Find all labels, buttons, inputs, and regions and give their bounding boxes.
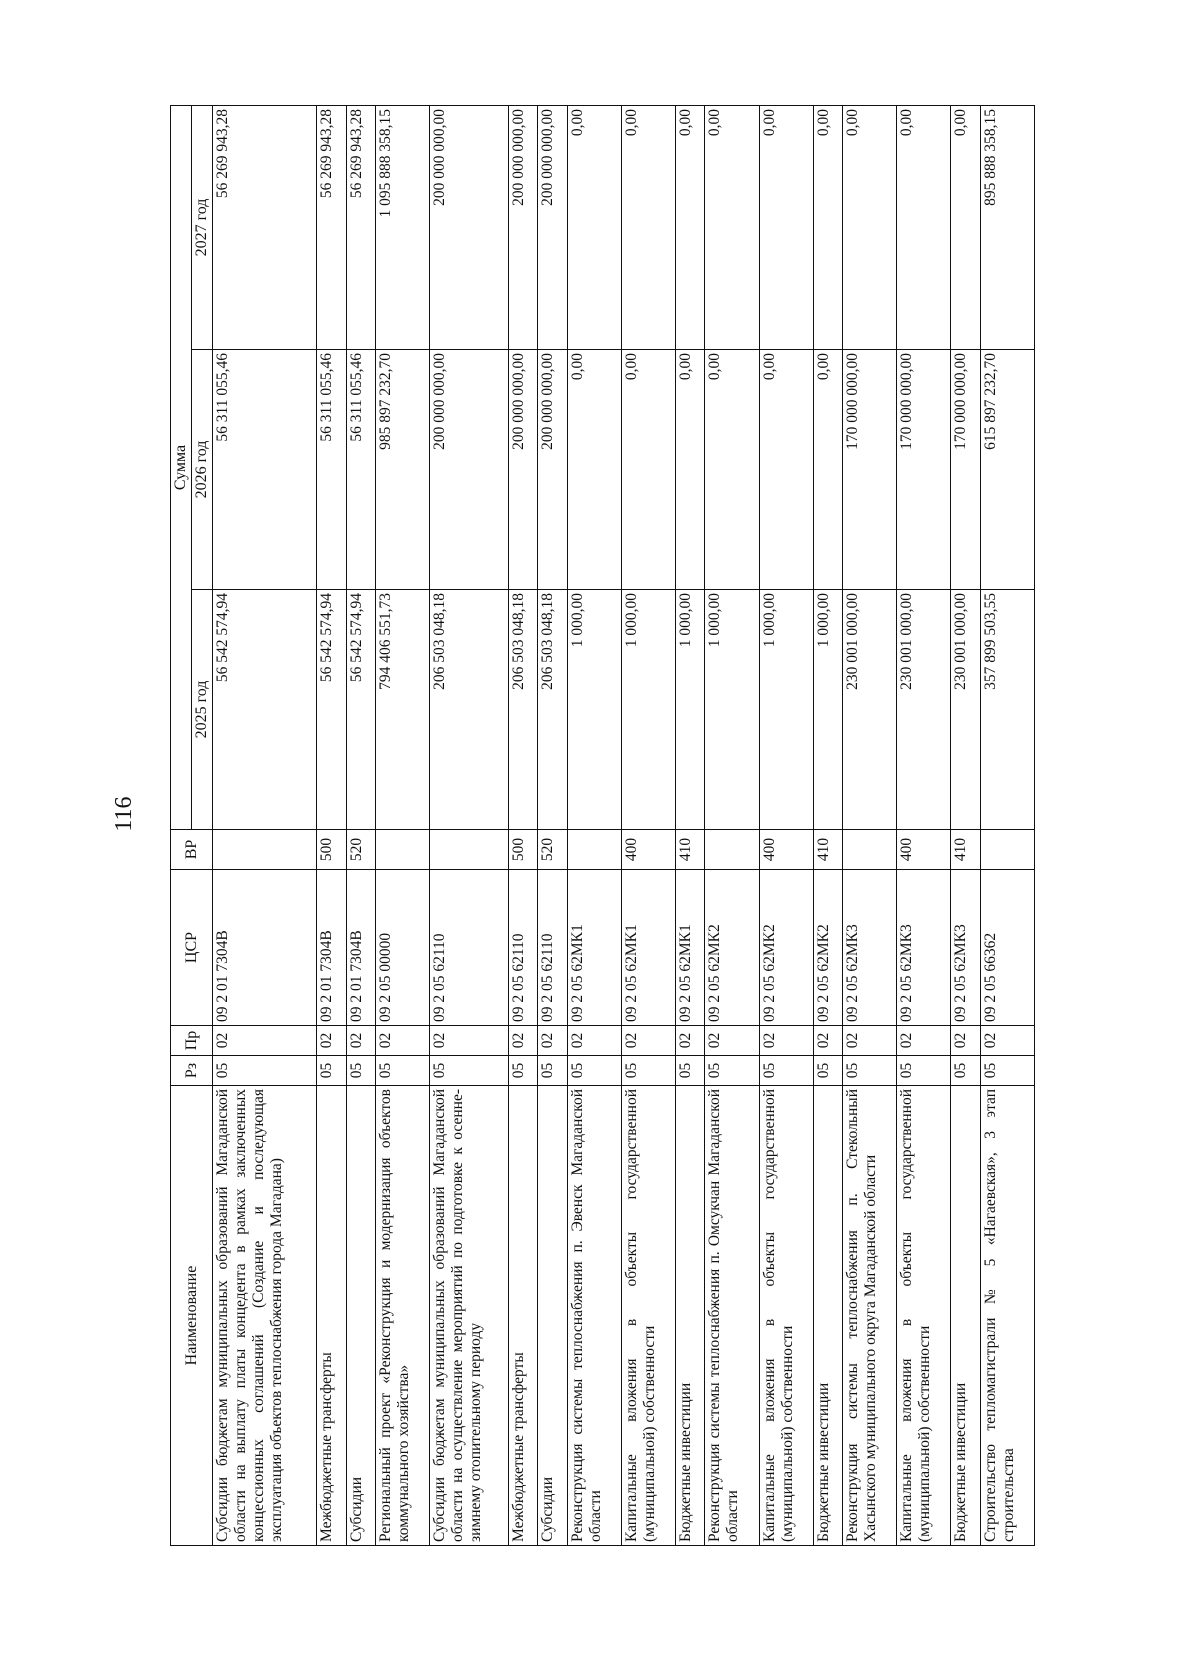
cell-name: Межбюджетные трансферты — [317, 1086, 346, 1546]
cell-pr: 02 — [621, 1026, 675, 1056]
cell-vr: 520 — [538, 830, 567, 870]
cell-csr: 09 2 05 62МК2 — [813, 870, 842, 1026]
cell-rz: 05 — [842, 1056, 896, 1086]
cell-pr: 02 — [213, 1026, 317, 1056]
cell-rz: 05 — [375, 1056, 429, 1086]
table-row — [317, 106, 346, 1546]
cell-2025: 357 899 503,55 — [980, 590, 1034, 830]
cell-2025: 1 000,00 — [567, 590, 621, 830]
header-pr: Пр — [171, 1026, 213, 1056]
cell-csr: 09 2 05 62МК3 — [897, 870, 951, 1026]
cell-rz: 05 — [538, 1056, 567, 1086]
table-row — [951, 106, 980, 1546]
cell-2026: 200 000 000,00 — [429, 350, 508, 590]
cell-2026: 615 897 232,70 — [980, 350, 1034, 590]
table-row — [813, 106, 842, 1546]
cell-2026: 170 000 000,00 — [897, 350, 951, 590]
cell-pr: 02 — [429, 1026, 508, 1056]
cell-csr: 09 2 05 66362 — [980, 870, 1034, 1026]
table-row — [676, 106, 705, 1546]
cell-vr: 400 — [759, 830, 813, 870]
cell-rz: 05 — [567, 1056, 621, 1086]
cell-rz: 05 — [759, 1056, 813, 1086]
cell-rz: 05 — [951, 1056, 980, 1086]
cell-2025: 56 542 574,94 — [346, 590, 375, 830]
cell-vr — [980, 830, 1034, 870]
cell-rz: 05 — [317, 1056, 346, 1086]
cell-vr: 520 — [346, 830, 375, 870]
cell-name: Строительство тепломагистрали № 5 «Нагаевская», 3 этап строительства — [980, 1086, 1034, 1546]
table-row — [429, 106, 508, 1546]
cell-2026: 170 000 000,00 — [842, 350, 896, 590]
cell-2027: 0,00 — [813, 106, 842, 350]
cell-2025: 230 001 000,00 — [842, 590, 896, 830]
page-number: 116 — [111, 796, 137, 832]
cell-csr: 09 2 01 7304В — [213, 870, 317, 1026]
cell-name: Региональный проект «Реконструкция и модернизация объектов коммунального хозяйства» — [375, 1086, 429, 1546]
cell-2027: 200 000 000,00 — [538, 106, 567, 350]
cell-2027: 0,00 — [705, 106, 759, 350]
cell-2027: 200 000 000,00 — [429, 106, 508, 350]
cell-vr — [842, 830, 896, 870]
cell-rz: 05 — [346, 1056, 375, 1086]
table-row — [346, 106, 375, 1546]
cell-vr — [213, 830, 317, 870]
table-row — [897, 106, 951, 1546]
cell-pr: 02 — [375, 1026, 429, 1056]
cell-pr: 02 — [509, 1026, 538, 1056]
cell-rz: 05 — [980, 1056, 1034, 1086]
cell-vr: 500 — [509, 830, 538, 870]
cell-csr: 09 2 05 62110 — [509, 870, 538, 1026]
header-row — [171, 106, 192, 1546]
cell-2025: 1 000,00 — [759, 590, 813, 830]
cell-csr: 09 2 05 62110 — [538, 870, 567, 1026]
cell-rz: 05 — [621, 1056, 675, 1086]
cell-2026: 0,00 — [705, 350, 759, 590]
cell-vr: 410 — [813, 830, 842, 870]
cell-name: Капитальные вложения в объекты государственной (муниципальной) собственности — [621, 1086, 675, 1546]
cell-2025: 1 000,00 — [705, 590, 759, 830]
cell-csr: 09 2 01 7304В — [317, 870, 346, 1026]
cell-pr: 02 — [538, 1026, 567, 1056]
cell-2027: 0,00 — [621, 106, 675, 350]
cell-pr: 02 — [759, 1026, 813, 1056]
cell-pr: 02 — [980, 1026, 1034, 1056]
cell-vr — [429, 830, 508, 870]
cell-csr: 09 2 01 7304В — [346, 870, 375, 1026]
cell-rz: 05 — [429, 1056, 508, 1086]
cell-csr: 09 2 05 62МК1 — [567, 870, 621, 1026]
cell-vr — [705, 830, 759, 870]
table-row — [213, 106, 317, 1546]
header-2025: 2025 год — [192, 590, 213, 830]
cell-pr: 02 — [842, 1026, 896, 1056]
cell-2026: 0,00 — [567, 350, 621, 590]
cell-2026: 200 000 000,00 — [538, 350, 567, 590]
cell-vr: 400 — [621, 830, 675, 870]
cell-vr: 410 — [676, 830, 705, 870]
cell-2027: 56 269 943,28 — [346, 106, 375, 350]
cell-2026: 170 000 000,00 — [951, 350, 980, 590]
cell-vr — [375, 830, 429, 870]
cell-2026: 985 897 232,70 — [375, 350, 429, 590]
cell-csr: 09 2 05 62МК2 — [705, 870, 759, 1026]
table-row — [375, 106, 429, 1546]
cell-2027: 1 095 888 358,15 — [375, 106, 429, 350]
cell-pr: 02 — [705, 1026, 759, 1056]
cell-2026: 0,00 — [759, 350, 813, 590]
cell-2027: 56 269 943,28 — [317, 106, 346, 350]
cell-pr: 02 — [897, 1026, 951, 1056]
table-row — [842, 106, 896, 1546]
cell-rz: 05 — [813, 1056, 842, 1086]
rotated-table-wrapper — [170, 106, 1035, 1546]
cell-rz: 05 — [509, 1056, 538, 1086]
header-vr: ВР — [171, 830, 213, 870]
header-rz: Рз — [171, 1056, 213, 1086]
cell-name: Субсидии бюджетам муниципальных образований Магаданской области на осуществление мероприятий по подготовке к осенне-зимнему отопительному периоду — [429, 1086, 508, 1546]
cell-vr: 410 — [951, 830, 980, 870]
cell-2025: 56 542 574,94 — [213, 590, 317, 830]
cell-2025: 230 001 000,00 — [951, 590, 980, 830]
cell-2026: 56 311 055,46 — [346, 350, 375, 590]
cell-pr: 02 — [567, 1026, 621, 1056]
cell-name: Субсидии — [346, 1086, 375, 1546]
cell-name: Бюджетные инвестиции — [676, 1086, 705, 1546]
table-row — [509, 106, 538, 1546]
cell-2025: 56 542 574,94 — [317, 590, 346, 830]
cell-name: Реконструкция системы теплоснабжения п. Омсукчан Магаданской области — [705, 1086, 759, 1546]
cell-2027: 0,00 — [567, 106, 621, 350]
cell-name: Реконструкция системы теплоснабжения п. Стекольный Хасынского муниципального округа Магаданской области — [842, 1086, 896, 1546]
header-sum: Сумма — [171, 106, 192, 830]
cell-csr: 09 2 05 62МК1 — [621, 870, 675, 1026]
cell-2025: 230 001 000,00 — [897, 590, 951, 830]
cell-2025: 206 503 048,18 — [429, 590, 508, 830]
cell-vr: 500 — [317, 830, 346, 870]
cell-2027: 56 269 943,28 — [213, 106, 317, 350]
cell-name: Бюджетные инвестиции — [951, 1086, 980, 1546]
cell-name: Капитальные вложения в объекты государственной (муниципальной) собственности — [897, 1086, 951, 1546]
header-name: Наименование — [171, 1086, 213, 1546]
cell-rz: 05 — [705, 1056, 759, 1086]
cell-2026: 56 311 055,46 — [213, 350, 317, 590]
cell-2027: 0,00 — [759, 106, 813, 350]
cell-csr: 09 2 05 62МК3 — [842, 870, 896, 1026]
cell-pr: 02 — [813, 1026, 842, 1056]
cell-name: Бюджетные инвестиции — [813, 1086, 842, 1546]
budget-table — [170, 105, 1035, 1546]
cell-name: Межбюджетные трансферты — [509, 1086, 538, 1546]
cell-2025: 1 000,00 — [813, 590, 842, 830]
cell-2027: 895 888 358,15 — [980, 106, 1034, 350]
cell-rz: 05 — [213, 1056, 317, 1086]
table-row — [759, 106, 813, 1546]
table-row — [538, 106, 567, 1546]
cell-csr: 09 2 05 62МК2 — [759, 870, 813, 1026]
table-row — [705, 106, 759, 1546]
table-row — [567, 106, 621, 1546]
table-row — [621, 106, 675, 1546]
cell-2025: 206 503 048,18 — [509, 590, 538, 830]
cell-csr: 09 2 05 00000 — [375, 870, 429, 1026]
cell-2025: 1 000,00 — [621, 590, 675, 830]
header-2027: 2027 год — [192, 106, 213, 350]
cell-vr — [567, 830, 621, 870]
cell-2026: 200 000 000,00 — [509, 350, 538, 590]
cell-csr: 09 2 05 62МК1 — [676, 870, 705, 1026]
cell-name: Реконструкция системы теплоснабжения п. Эвенск Магаданской области — [567, 1086, 621, 1546]
cell-2026: 56 311 055,46 — [317, 350, 346, 590]
cell-pr: 02 — [951, 1026, 980, 1056]
cell-2027: 0,00 — [676, 106, 705, 350]
cell-2026: 0,00 — [813, 350, 842, 590]
cell-2025: 1 000,00 — [676, 590, 705, 830]
table-header — [171, 106, 213, 1546]
cell-csr: 09 2 05 62МК3 — [951, 870, 980, 1026]
cell-name: Капитальные вложения в объекты государственной (муниципальной) собственности — [759, 1086, 813, 1546]
cell-2025: 794 406 551,73 — [375, 590, 429, 830]
table-row — [980, 106, 1034, 1546]
cell-2026: 0,00 — [676, 350, 705, 590]
cell-pr: 02 — [346, 1026, 375, 1056]
cell-2027: 0,00 — [842, 106, 896, 350]
cell-2027: 200 000 000,00 — [509, 106, 538, 350]
cell-2026: 0,00 — [621, 350, 675, 590]
cell-2027: 0,00 — [897, 106, 951, 350]
cell-pr: 02 — [317, 1026, 346, 1056]
cell-rz: 05 — [676, 1056, 705, 1086]
cell-name: Субсидии — [538, 1086, 567, 1546]
cell-2025: 206 503 048,18 — [538, 590, 567, 830]
cell-vr: 400 — [897, 830, 951, 870]
header-csr: ЦСР — [171, 870, 213, 1026]
table-body — [213, 106, 1035, 1546]
cell-csr: 09 2 05 62110 — [429, 870, 508, 1026]
cell-name: Субсидии бюджетам муниципальных образований Магаданской области на выплату платы концедента в рамках заключенных концессионных соглашений (Создание и последующая эксплуатация объектов теплоснабжения города Магадана) — [213, 1086, 317, 1546]
cell-rz: 05 — [897, 1056, 951, 1086]
cell-pr: 02 — [676, 1026, 705, 1056]
header-2026: 2026 год — [192, 350, 213, 590]
cell-2027: 0,00 — [951, 106, 980, 350]
